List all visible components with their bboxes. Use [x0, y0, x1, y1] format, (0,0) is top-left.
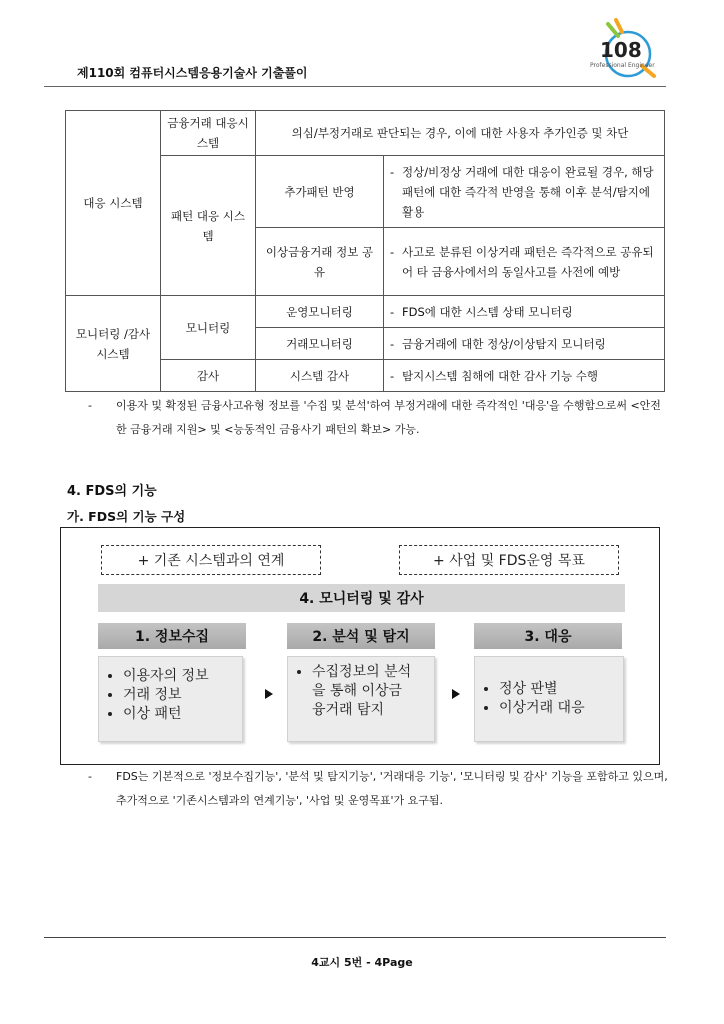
summary-note-text: 이용자 및 확정된 금융사고유형 정보를 '수집 및 분석'하여 부정거래에 대한 즉각적인 '대응'을 수행함으로써 <안전한 금융거래 지원> 및 <능동적인 금융사기 패턴의 확보> 가능. [116, 399, 661, 436]
stage-1-body [98, 656, 243, 742]
section-heading: 4. FDS의 기능 [67, 484, 157, 499]
summary-note [88, 394, 668, 442]
subsystem-cell: 감사 [161, 360, 256, 392]
item-cell: 이상금융거래 정보 공유 [256, 228, 384, 296]
list-item: • 이상거래 대응 [499, 699, 623, 718]
dash-marker: - [88, 770, 92, 783]
item-cell: 추가패턴 반영 [256, 156, 384, 228]
header-divider [44, 86, 666, 87]
arrow-right-icon [265, 689, 273, 699]
stage-2-body [287, 656, 435, 742]
stage-3-title: 3. 대응 [474, 623, 622, 649]
stage-3-body [474, 656, 624, 742]
dash-marker: - [88, 399, 92, 412]
logo-text: Professional Engineer [590, 62, 655, 69]
dash-marker: - [390, 304, 395, 319]
description-cell: 의심/부정거래로 판단되는 경우, 이에 대한 사용자 추가인증 및 차단 [256, 111, 665, 156]
table-row [66, 296, 665, 328]
subsystem-cell: 금융거래 대응시스템 [161, 111, 256, 156]
arrow-right-icon [452, 689, 460, 699]
list-item: • 수집정보의 분석을 통해 이상금융거래 탐지 [312, 663, 414, 720]
dash-marker: - [390, 244, 395, 259]
stage-1-title: 1. 정보수집 [98, 623, 246, 649]
stage-2-title: 2. 분석 및 탐지 [287, 623, 435, 649]
footer-divider [44, 937, 666, 938]
item-cell: 시스템 감사 [256, 360, 384, 392]
logo-number: 108 [600, 38, 642, 62]
monitoring-audit-band: 4. 모니터링 및 감사 [98, 584, 625, 612]
description-cell: - FDS에 대한 시스템 상태 모니터링 [384, 296, 665, 328]
list-item: • 거래 정보 [123, 686, 242, 705]
description-cell: - 탐지시스템 침해에 대한 감사 기능 수행 [384, 360, 665, 392]
document-header-title: 제110회 컴퓨터시스템응용기술사 기출풀이 [77, 66, 308, 80]
logo [590, 14, 670, 84]
fds-summary-note [88, 765, 668, 813]
page-footer: 4교시 5번 - 4Page [311, 956, 413, 969]
list-item: • 이상 패턴 [123, 705, 242, 724]
item-cell: 운영모니터링 [256, 296, 384, 328]
system-cell: 모니터링 /감사 시스템 [66, 296, 161, 392]
table-row [66, 111, 665, 156]
description-cell: - 정상/비정상 거래에 대한 대응이 완료될 경우, 해당 패턴에 대한 즉각적 반영을 통해 이후 분석/탐지에 활용 [384, 156, 665, 228]
item-cell: 거래모니터링 [256, 328, 384, 360]
fds-system-table [65, 110, 665, 392]
fds-summary-note-text: FDS는 기본적으로 '정보수집기능', '분석 및 탐지기능', '거래대응 기능', '모니터링 및 감사' 기능을 포함하고 있으며, 추가적으로 '기존시스템과의 연계기능', '사업 및 운영목표'가 요구됨. [116, 770, 668, 807]
dash-marker: - [390, 164, 395, 179]
fds-function-diagram [60, 527, 660, 765]
system-cell: 대응 시스템 [66, 111, 161, 296]
dash-marker: - [390, 336, 395, 351]
subsystem-cell: 모니터링 [161, 296, 256, 360]
subsystem-cell: 패턴 대응 시스템 [161, 156, 256, 296]
list-item: • 이용자의 정보 [123, 667, 242, 686]
subsection-heading: 가. FDS의 기능 구성 [67, 509, 186, 524]
description-cell: - 금융거래에 대한 정상/이상탐지 모니터링 [384, 328, 665, 360]
description-cell: - 사고로 분류된 이상거래 패턴은 즉각적으로 공유되어 타 금융사에서의 동일사고를 사전에 예방 [384, 228, 665, 296]
business-goal-box: + 사업 및 FDS운영 목표 [399, 545, 619, 575]
list-item: • 정상 판별 [499, 680, 623, 699]
dash-marker: - [390, 368, 395, 383]
legacy-integration-box: + 기존 시스템과의 연계 [101, 545, 321, 575]
